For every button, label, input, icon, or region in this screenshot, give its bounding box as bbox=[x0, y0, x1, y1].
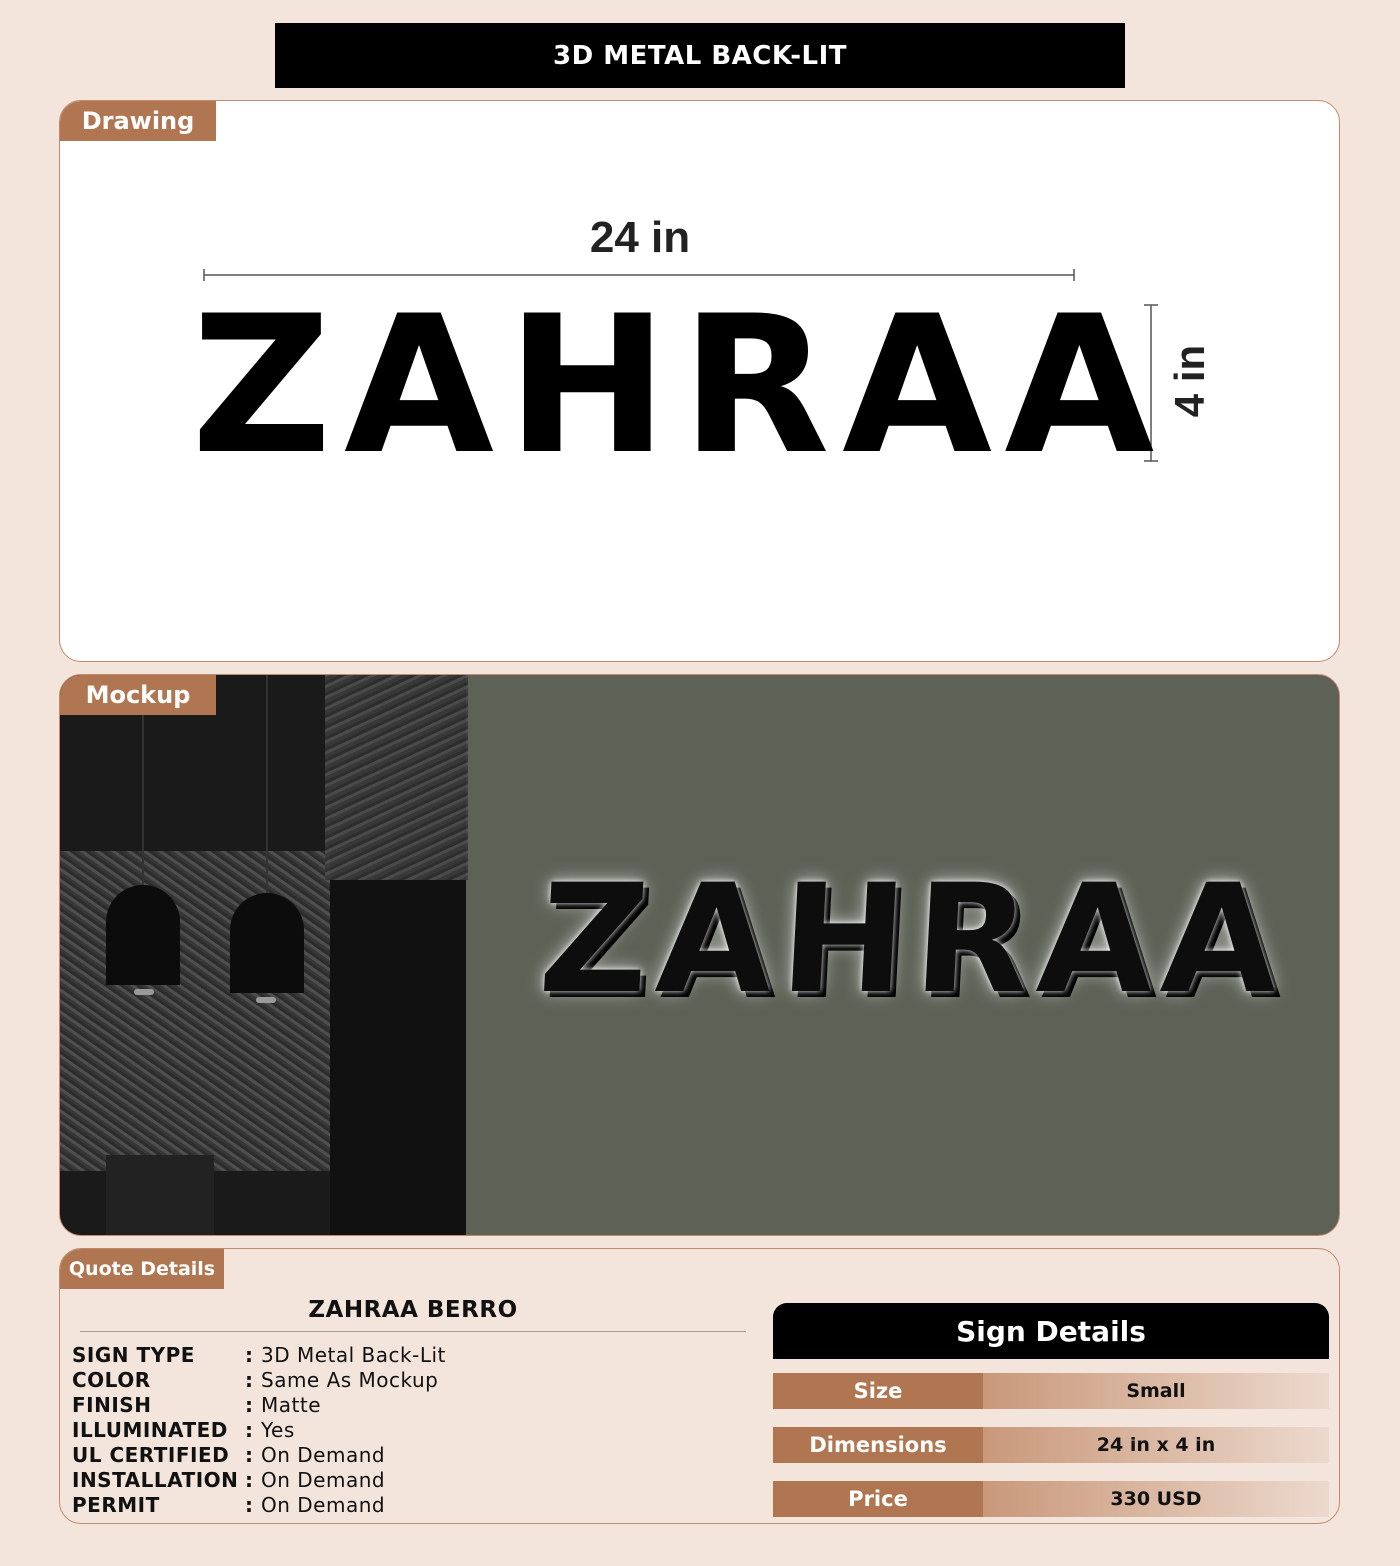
lamp-glow bbox=[256, 997, 276, 1003]
lamp-cord bbox=[142, 715, 144, 887]
mockup-pedestal bbox=[106, 1155, 214, 1236]
spec-value: Yes bbox=[261, 1418, 295, 1442]
spec-colon: : bbox=[245, 1343, 253, 1367]
lamp-glow bbox=[134, 989, 154, 995]
spec-colon: : bbox=[245, 1468, 253, 1492]
width-dimension-label: 24 in bbox=[589, 213, 691, 262]
quote-details-tab: Quote Details bbox=[60, 1249, 224, 1289]
spec-value: On Demand bbox=[261, 1493, 386, 1517]
spec-value: Matte bbox=[261, 1393, 321, 1417]
spec-key: FINISH bbox=[72, 1393, 152, 1417]
pendant-lamp-icon bbox=[106, 885, 180, 985]
spec-value: 3D Metal Back-Lit bbox=[261, 1343, 446, 1367]
spec-colon: : bbox=[245, 1368, 253, 1392]
spec-value: On Demand bbox=[261, 1443, 386, 1467]
sign-details-key: Size bbox=[773, 1373, 983, 1409]
sign-details-row-size bbox=[773, 1373, 1329, 1409]
mockup-panel bbox=[59, 674, 1340, 1236]
customer-name: ZAHRAA BERRO bbox=[308, 1297, 518, 1323]
sign-details-key: Dimensions bbox=[773, 1427, 983, 1463]
sign-details-row-price bbox=[773, 1481, 1329, 1517]
sign-details-value: 330 USD bbox=[983, 1481, 1329, 1517]
mockup-tab: Mockup bbox=[60, 675, 216, 715]
spec-value: On Demand bbox=[261, 1468, 386, 1492]
spec-colon: : bbox=[245, 1418, 253, 1442]
sign-details-value: Small bbox=[983, 1373, 1329, 1409]
height-dimension-label: 4 in bbox=[1166, 344, 1213, 418]
spec-row-color bbox=[72, 1368, 438, 1393]
spec-row-installation bbox=[72, 1468, 385, 1493]
spec-key: COLOR bbox=[72, 1368, 151, 1392]
mockup-dark-block bbox=[330, 880, 466, 1236]
sign-text-drawing: ZAHRAA bbox=[191, 275, 1167, 496]
mockup-marble-wall bbox=[60, 851, 330, 1171]
divider bbox=[80, 1331, 746, 1332]
sign-details-key: Price bbox=[773, 1481, 983, 1517]
lamp-cord bbox=[266, 675, 268, 895]
spec-key: ILLUMINATED bbox=[72, 1418, 228, 1442]
spec-key: UL CERTIFIED bbox=[72, 1443, 230, 1467]
pendant-lamp-icon bbox=[230, 893, 304, 993]
quote-details-panel bbox=[59, 1248, 1340, 1524]
spec-colon: : bbox=[245, 1443, 253, 1467]
spec-key: PERMIT bbox=[72, 1493, 160, 1517]
spec-row-ul-certified bbox=[72, 1443, 385, 1468]
spec-row-permit bbox=[72, 1493, 385, 1518]
spec-colon: : bbox=[245, 1393, 253, 1417]
spec-value: Same As Mockup bbox=[261, 1368, 439, 1392]
sign-text-mockup: ZAHRAA bbox=[535, 853, 1291, 1027]
spec-row-finish bbox=[72, 1393, 321, 1418]
sign-details-row-dimensions bbox=[773, 1427, 1329, 1463]
drawing-panel bbox=[59, 100, 1340, 662]
spec-row-illuminated bbox=[72, 1418, 295, 1443]
drawing-tab: Drawing bbox=[60, 101, 216, 141]
sign-details-value: 24 in x 4 in bbox=[983, 1427, 1329, 1463]
mockup-marble-wall-upper bbox=[325, 675, 468, 880]
spec-colon: : bbox=[245, 1493, 253, 1517]
spec-key: SIGN TYPE bbox=[72, 1343, 195, 1367]
spec-key: INSTALLATION bbox=[72, 1468, 239, 1492]
spec-row-sign-type bbox=[72, 1343, 446, 1368]
page-title: 3D METAL BACK-LIT bbox=[275, 23, 1125, 88]
sign-details-header: Sign Details bbox=[773, 1303, 1329, 1359]
